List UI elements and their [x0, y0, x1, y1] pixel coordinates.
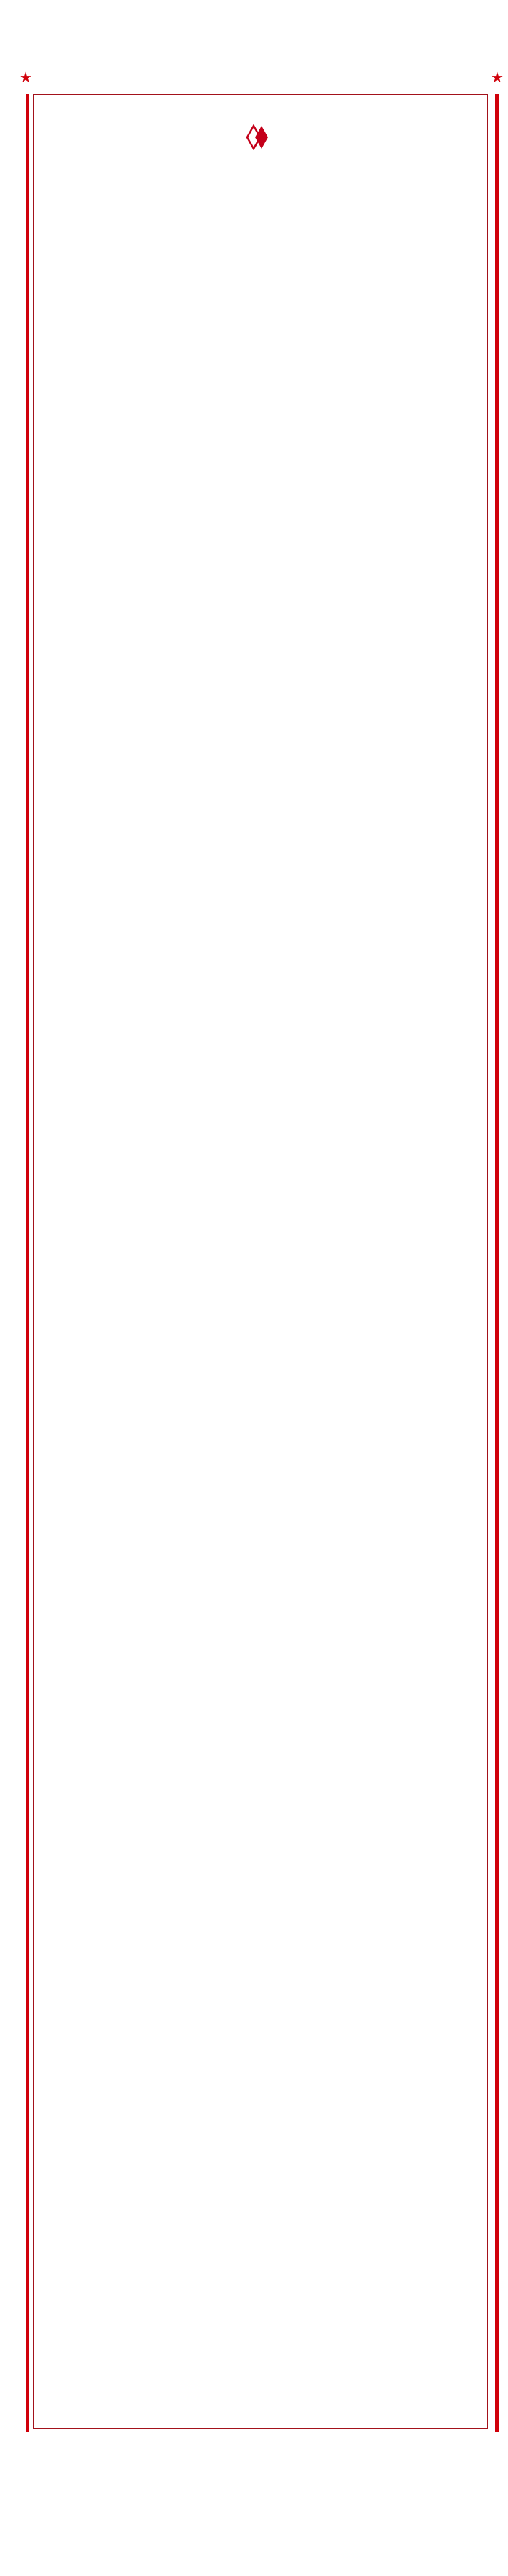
right-red-pillar [495, 94, 499, 2432]
content-frame [33, 94, 488, 2429]
double-diamond-icon [246, 124, 274, 150]
star-icon: ★ [19, 69, 32, 86]
left-red-pillar [26, 94, 29, 2432]
star-icon: ★ [491, 69, 504, 86]
article-meta [17, 6, 29, 19]
